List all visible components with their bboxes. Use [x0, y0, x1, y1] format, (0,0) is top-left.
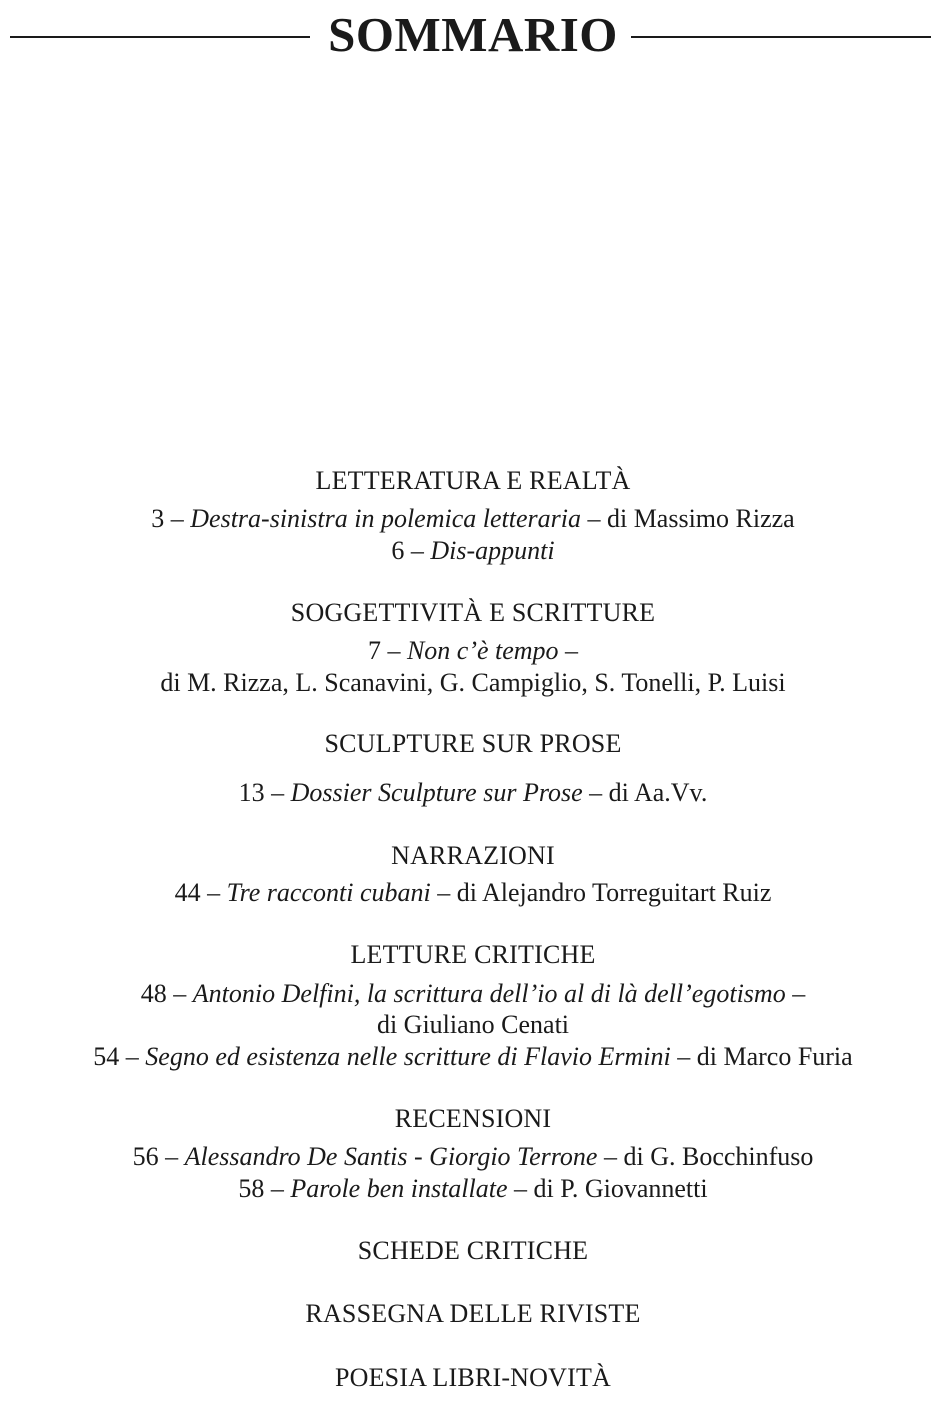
toc-entry [0, 503, 946, 535]
article-author: di M. Rizza, L. Scanavini, G. Campiglio, S. Tonelli, P. Luisi [160, 668, 786, 697]
header-rule-right [631, 36, 931, 38]
article-author: – di G. Bocchinfuso [597, 1142, 814, 1171]
toc-entry [0, 777, 946, 809]
article-title: Destra-sinistra in polemica letteraria [190, 504, 581, 533]
section-heading-poesia: POESIA LIBRI-NOVITÀ [334, 1363, 612, 1392]
toc-entry [0, 635, 946, 667]
article-title: Non c’è tempo – [406, 636, 579, 665]
section-heading-letteratura: LETTERATURA E REALTÀ [315, 466, 631, 495]
article-author: di Giuliano Cenati [376, 1010, 570, 1039]
section-heading-soggettivita: SOGGETTIVITÀ E SCRITTURE [290, 598, 656, 627]
article-author: – di Marco Furia [670, 1042, 853, 1071]
toc-entry [0, 978, 946, 1010]
page-title: SOMMARIO [328, 7, 618, 62]
page-number: 7 – [367, 636, 407, 665]
section-heading-sculpture: SCULPTURE SUR PROSE [324, 729, 622, 758]
toc-entry [0, 877, 946, 909]
article-title: Antonio Delfini, la scrittura dell’io al di là dell’egotismo – [192, 979, 806, 1008]
article-title: Parole ben installate [290, 1174, 508, 1203]
page-number: 3 – [151, 504, 191, 533]
article-author: – di Aa.Vv. [582, 778, 708, 807]
page-number: 6 – [391, 536, 431, 565]
article-author: – di P. Giovannetti [507, 1174, 708, 1203]
toc-entry [0, 1041, 946, 1073]
page-number: 56 – [132, 1142, 185, 1171]
page-number: 58 – [238, 1174, 291, 1203]
article-title: Alessandro De Santis - Giorgio Terrone [184, 1142, 598, 1171]
toc-entry [0, 1173, 946, 1205]
article-title: Segno ed esistenza nelle scritture di Flavio Ermini [145, 1042, 671, 1071]
toc-entry [0, 1141, 946, 1173]
page-header [0, 4, 946, 66]
article-title: Tre racconti cubani [226, 878, 431, 907]
page-number: 44 – [174, 878, 227, 907]
section-heading-recensioni: RECENSIONI [394, 1104, 552, 1133]
article-title: Dossier Sculpture sur Prose [290, 778, 583, 807]
page-number: 54 – [93, 1042, 146, 1071]
page-number: 13 – [238, 778, 291, 807]
section-heading-rassegna: RASSEGNA DELLE RIVISTE [305, 1299, 641, 1328]
article-title: Dis-appunti [430, 536, 555, 565]
toc-entry [0, 535, 946, 567]
section-heading-letture-critiche: LETTURE CRITICHE [350, 940, 596, 969]
section-heading-schede-critiche: SCHEDE CRITICHE [357, 1236, 589, 1265]
article-author: – di Alejandro Torreguitart Ruiz [430, 878, 772, 907]
section-heading-narrazioni: NARRAZIONI [391, 841, 555, 870]
page-number: 48 – [140, 979, 193, 1008]
article-author: – di Massimo Rizza [580, 504, 795, 533]
